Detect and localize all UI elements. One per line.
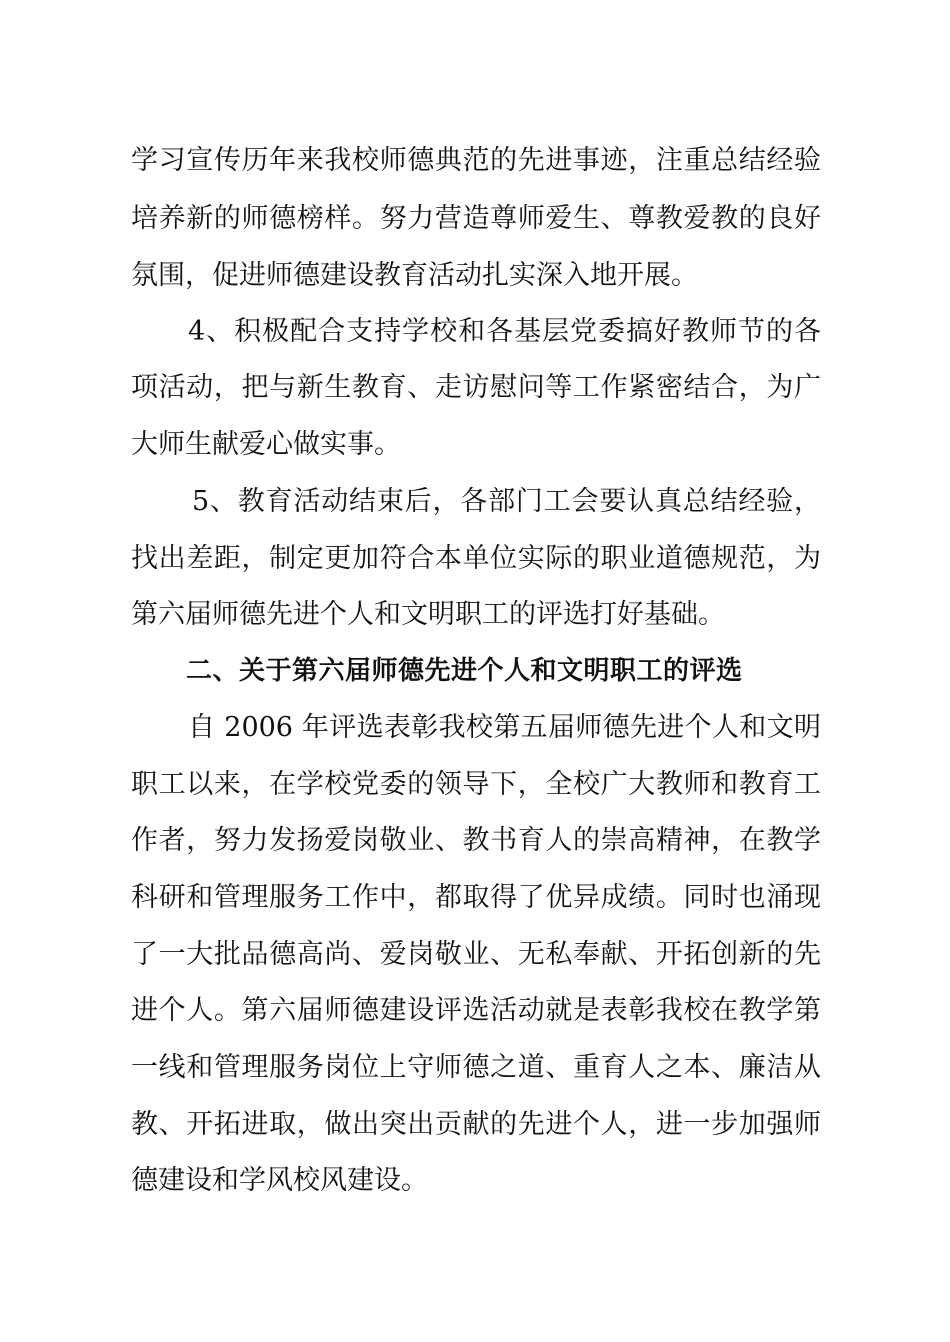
section-heading: 二、关于第六届师德先进个人和文明职工的评选 bbox=[186, 656, 743, 686]
paragraph-4-line-3: 作者，努力发扬爱岗敬业、教书育人的崇高精神，在教学 bbox=[131, 825, 821, 856]
paragraph-4-line-8: 教、开拓进取，做出突出贡献的先进个人，进一步加强师 bbox=[131, 1109, 821, 1140]
paragraph-4-line-4: 科研和管理服务工作中，都取得了优异成绩。同时也涌现 bbox=[131, 882, 821, 913]
paragraph-4-line-6: 进个人。第六届师德建设评选活动就是表彰我校在教学第 bbox=[131, 995, 821, 1026]
paragraph-1-line-1: 学习宣传历年来我校师德典范的先进事迹，注重总结经验 bbox=[131, 145, 821, 176]
paragraph-3-line-1: 5、教育活动结束后，各部门工会要认真总结经验， bbox=[192, 486, 821, 517]
paragraph-3-line-2: 找出差距，制定更加符合本单位实际的职业道德规范，为 bbox=[131, 543, 821, 574]
paragraph-4-line-1: 自 2006 年评选表彰我校第五届师德先进个人和文明 bbox=[188, 712, 821, 743]
paragraph-3-line-3: 第六届师德先进个人和文明职工的评选打好基础。 bbox=[131, 599, 725, 630]
paragraph-4-line-9: 德建设和学风校风建设。 bbox=[131, 1165, 428, 1196]
paragraph-4-line-2: 职工以来，在学校党委的领导下，全校广大教师和教育工 bbox=[131, 769, 821, 800]
paragraph-4-line-5: 了一大批品德高尚、爱岗敬业、无私奉献、开拓创新的先 bbox=[131, 939, 821, 970]
paragraph-2-line-2: 项活动，把与新生教育、走访慰问等工作紧密结合，为广 bbox=[131, 372, 821, 403]
paragraph-1-line-3: 氛围，促进师德建设教育活动扎实深入地开展。 bbox=[131, 260, 698, 291]
paragraph-1-line-2: 培养新的师德榜样。努力营造尊师爱生、尊教爱教的良好 bbox=[131, 203, 821, 234]
paragraph-2-line-1: 4、积极配合支持学校和各基层党委搞好教师节的各 bbox=[188, 316, 821, 347]
paragraph-2-line-3: 大师生献爱心做实事。 bbox=[131, 429, 401, 460]
paragraph-4-line-7: 一线和管理服务岗位上守师德之道、重育人之本、廉洁从 bbox=[131, 1052, 821, 1083]
